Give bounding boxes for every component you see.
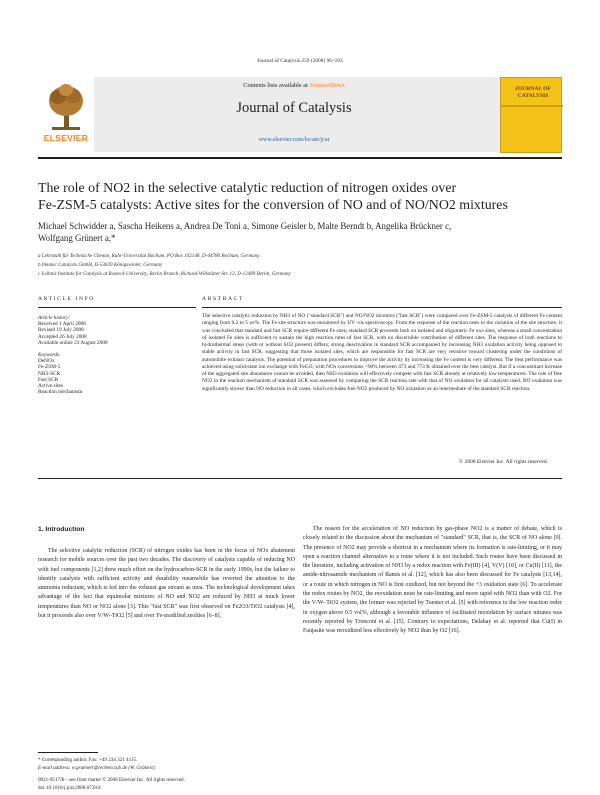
article-info-block <box>38 315 163 395</box>
publisher-name: ELSEVIER <box>43 133 89 143</box>
keywords-label: Keywords: <box>38 352 61 359</box>
corresponding-author-note: * Corresponding author. Fax: +49 234 321 4115. <box>38 757 138 763</box>
history-accepted: Accepted 26 July 2008 <box>38 333 87 340</box>
header-rule <box>38 157 562 159</box>
introduction-right-column <box>303 525 562 637</box>
cover-title-line2: CATALYSIS <box>517 93 549 99</box>
journal-reference: Journal of Catalysis 259 (2008) 96–103 <box>257 58 343 64</box>
history-online: Available online 23 August 2008 <box>38 339 108 346</box>
intro-paragraph-1: The selective catalytic reduction (SCR) of nitrogen oxides has been in the focus of NOx abatement research for mobile sources over the past two decades. The discovery of catalysts capable of reducing NO with fuel components [1,2] drew much effort on the hydrocarbon-SCR in the early 1990s, but the failure to identify catalysts with sufficient activity and durability meanwhile has reverted the attention to the ammonia reductant, which is fed into the exhaust gas stream as urea. The technological development takes advantage of the fact that equimolar mixtures of NO and NO2 are reduced by NH3 at much lower temperatures than NO or NO2 alone [3]. This "fast SCR" was first observed on Fe2O3/TiO2 catalysts [4], but it proceeds also over V/W–TiO2 [5] and over Fe-modified zeolites [6–8]. <box>38 548 295 620</box>
keyword-item: Active sites <box>38 383 63 390</box>
title-line-1: The role of NO2 in the selective catalytic reduction of nitrogen oxides over <box>38 181 457 196</box>
keyword-item: Fast SCR <box>38 376 59 383</box>
cover-title-line1: JOURNAL OF <box>515 86 551 92</box>
history-received: Received 1 April 2008 <box>38 321 86 328</box>
keyword-item: DeNOx <box>38 358 55 365</box>
journal-cover-image[interactable] <box>500 77 562 153</box>
journal-url-link[interactable]: www.elsevier.com/locate/jcat <box>258 137 330 143</box>
contents-prefix: Contents lists available at <box>243 82 308 89</box>
abstract-text: The selective catalytic reduction by NH3 of NO ("standard SCR") and NO/NO2 mixtures ("fast SCR") were compared over Fe-ZSM-5 catalysts of different Fe content ranging from 0.2 to 5 wt%. The Fe site structure was monitored by UV–vis spectroscopy. From the response of the reaction rates to the variation of the site structure, it was concluded that standard and fast SCR require different Fe sites; standard SCR proceeds both on isolated and oligomeric Fe oxo sites, whereas a small concentration of isolated Fe sites is sufficient to sustain the high reaction rates of fast SCR, with no discernible contribution of different sites. The response of both reactions to hydrothermal stress (with or without SO2 present) differs; strong deactivation in standard SCR accompanied by increasing NH3 oxidation activity being opposed to stable activity in fast SCR, suggesting that those isolated sites, which are responsible for fast SCR are very resistive toward clustering under the conditions of automobile exhaust catalysis. The potential of preparation procedures to improve the activity by increasing the Fe content is very different. The best performance was achieved using solid-state ion exchange with FeCl3, with NOx conversions >90% between 473 and 773 K obtained over the best catalyst. But if a concomitant increase of the aggregated site abundance cannot be avoided, then NH3 oxidation will effectively compete with fast SCR already at relatively low temperatures. The role of free NO2 in the reaction mechanism of standard SCR was assessed by comparing the SCR reaction rate with that of NO oxidation for all catalysts used. NO oxidation was significantly slower than NO reduction in all cases, which excludes free NO2 produced by NO oxidation as an intermediate of the standard SCR reaction. <box>202 313 562 392</box>
abstract-rule-top <box>202 307 562 308</box>
introduction-left-column <box>38 547 295 621</box>
doi-link[interactable]: doi:10.1016/j.jcat.2008.07.014 <box>38 785 101 791</box>
affiliation-c: c Leibniz Institute for Catalysis at Rostock University, Berlin Branch, Richard-Willstätter-Str. 12, D-12489 Berlin, Germany <box>38 271 291 277</box>
keyword-item: Reaction mechanism <box>38 389 83 396</box>
affiliation-b: b Inkatec Catalysts GmbH, D-53639 Königswinter, Germany <box>38 262 163 268</box>
keyword-item: NH3-SCR <box>38 370 61 377</box>
authors-line-1: Michael Schwidder a, Sascha Heikens a, Andrea De Toni a, Simone Geisler b, Malte Berndt b, Angelika Brückner c, <box>38 221 452 231</box>
author-email: E-mail address: w.gruenert@techem.rub.de (W. Grünert). <box>38 765 156 771</box>
intro-paragraph-2: The reason for the acceleration of NO reduction by gas-phase NO2 is a matter of debate, which is closely related to the discussion about the mechanism of "standard" SCR, that is, the SCR of NO alone [9]. The presence of NO2 may provide a shortcut in a mechanism where its formation is rate-limiting, or it may open a reaction channel alternative to a route where it is not included. Such routes have been discussed in the literature, including activation of NH3 by a redox reaction with Fe(III) [4], V(V) [10], or Cu(II) [11], the amide-nitrosamide mechanism of Ramis et al. [12], which has also been discussed for Fe catalysts [13,14], or a route in which nitrogen in NO is first oxidized, but not beyond the +3 oxidation state [6]. To accelerate the redox routes by NO2, the reoxidation must be rate-limiting and more rapid with NO2 than with O2. For the V/W–TiO2 system, the former was rejected by Tuenter et al. [5] with reference to the low reaction order in oxygen above 0.5 vol%, although a favorable influence of facilitated reoxidation by surface nitrates was recently reported by Tronconi et al. [15]. Contrary to expectations, Delahay et al. reported that Cu(I) in Faujasite was reoxidized less effectively by NO2 than by O2 [16]. <box>303 526 562 635</box>
abstract-heading: ABSTRACT <box>202 296 245 302</box>
footnote-rule <box>38 752 98 753</box>
author-list <box>38 220 562 244</box>
journal-title: Journal of Catalysis <box>236 100 352 116</box>
introduction-heading: 1. Introduction <box>38 526 85 533</box>
article-info-heading: ARTICLE INFO <box>38 296 95 302</box>
history-revised: Revised 19 July 2008 <box>38 327 84 334</box>
sciencedirect-link[interactable]: ScienceDirect <box>309 82 345 89</box>
issn-line: 0021-9517/$ – see front matter © 2008 Elsevier Inc. All rights reserved. <box>38 777 185 783</box>
affiliation-a: a Lehrstuhl für Technische Chemie, Ruhr-Universität Bochum, PO Box 102148, D-44780 Bochum, Germany <box>38 253 260 259</box>
history-label: Article history: <box>38 315 71 321</box>
info-rule-top <box>38 307 196 308</box>
abstract-rule-bottom <box>38 478 562 479</box>
article-title <box>38 180 562 214</box>
keyword-item: Fe-ZSM-5 <box>38 364 61 371</box>
abstract-copyright: © 2008 Elsevier Inc. All rights reserved. <box>458 459 548 465</box>
title-line-2: Fe-ZSM-5 catalysts: Active sites for the conversion of NO and of NO/NO2 mixtures <box>38 198 508 213</box>
contents-availability <box>94 82 494 89</box>
authors-line-2: Wolfgang Grünert a,* <box>38 233 116 243</box>
cover-stripe <box>501 105 563 107</box>
